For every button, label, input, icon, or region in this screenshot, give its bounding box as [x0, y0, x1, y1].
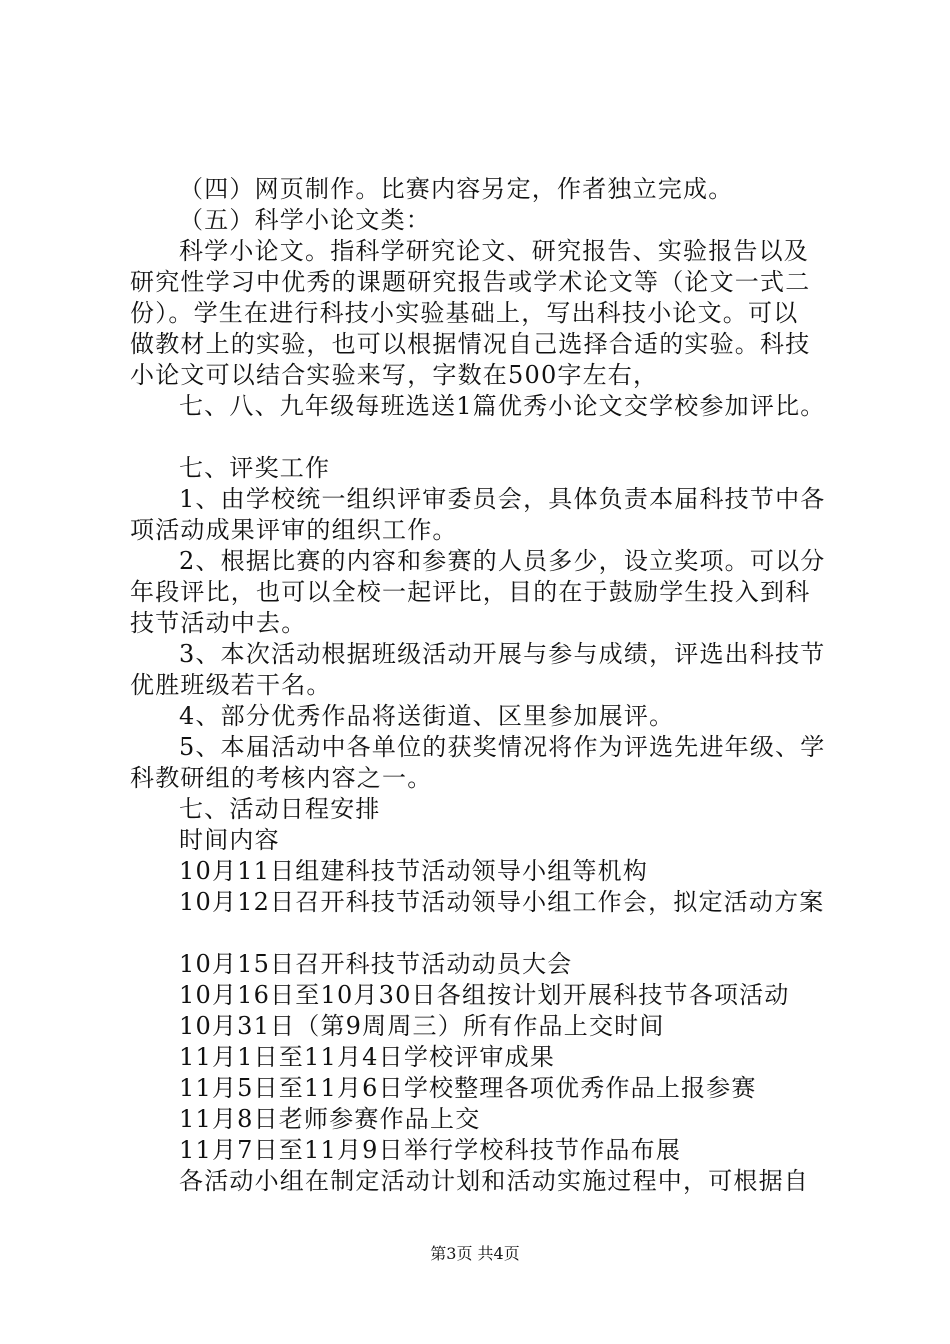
document-body	[130, 174, 835, 1197]
schedule-header: 时间内容	[179, 826, 280, 854]
schedule-item: 11月5日至11月6日学校整理各项优秀作品上报参赛	[179, 1074, 757, 1102]
paragraph-line: 小论文可以结合实验来写，字数在500字左右，	[130, 361, 659, 389]
paragraph-line: 份）。学生在进行科技小实验基础上，写出科技小论文。可以	[130, 299, 799, 327]
paragraph-line: （四）网页制作。比赛内容另定，作者独立完成。	[179, 175, 734, 203]
paragraph-line: 项活动成果评审的组织工作。	[130, 516, 458, 544]
schedule-item: 10月12日召开科技节活动领导小组工作会，拟定活动方案	[179, 888, 825, 916]
paragraph-line: 科学小论文。指科学研究论文、研究报告、实验报告以及	[179, 237, 809, 265]
paragraph-line: 各活动小组在制定活动计划和活动实施过程中，可根据自	[179, 1167, 809, 1195]
paragraph-line: 科教研组的考核内容之一。	[130, 764, 433, 792]
schedule-item: 10月11日组建科技节活动领导小组等机构	[179, 857, 649, 885]
blank-line	[130, 918, 835, 949]
schedule-item: 11月8日老师参赛作品上交	[179, 1105, 481, 1133]
schedule-item: 10月31日（第9周周三）所有作品上交时间	[179, 1012, 665, 1040]
schedule-item: 11月7日至11月9日举行学校科技节作品布展	[179, 1136, 682, 1164]
paragraph-line: 4、部分优秀作品将送街道、区里参加展评。	[179, 702, 675, 730]
paragraph-line: 做教材上的实验，也可以根据情况自己选择合适的实验。科技	[130, 330, 811, 358]
paragraph-line: 年段评比，也可以全校一起评比，目的在于鼓励学生投入到科	[130, 578, 811, 606]
paragraph-line: 七、八、九年级每班选送1篇优秀小论文交学校参加评比。	[179, 392, 826, 420]
paragraph-line: （五）科学小论文类：	[179, 206, 431, 234]
paragraph-line: 技节活动中去。	[130, 609, 307, 637]
paragraph-line: 5、本届活动中各单位的获奖情况将作为评选先进年级、学	[179, 733, 826, 761]
schedule-item: 10月15日召开科技节活动动员大会	[179, 950, 573, 978]
blank-line	[130, 422, 835, 453]
schedule-item: 10月16日至10月30日各组按计划开展科技节各项活动	[179, 981, 790, 1009]
paragraph-line: 3、本次活动根据班级活动开展与参与成绩，评选出科技节	[179, 640, 826, 668]
paragraph-line: 1、由学校统一组织评审委员会，具体负责本届科技节中各	[179, 485, 826, 513]
page-number-footer: 第3页 共4页	[430, 1244, 520, 1263]
paragraph-line: 研究性学习中优秀的课题研究报告或学术论文等（论文一式二	[130, 268, 811, 296]
schedule-item: 11月1日至11月4日学校评审成果	[179, 1043, 556, 1071]
section-heading: 七、评奖工作	[179, 454, 331, 482]
section-heading: 七、活动日程安排	[179, 795, 381, 823]
paragraph-line: 优胜班级若干名。	[130, 671, 332, 699]
paragraph-line: 2、根据比赛的内容和参赛的人员多少，设立奖项。可以分	[179, 547, 826, 575]
